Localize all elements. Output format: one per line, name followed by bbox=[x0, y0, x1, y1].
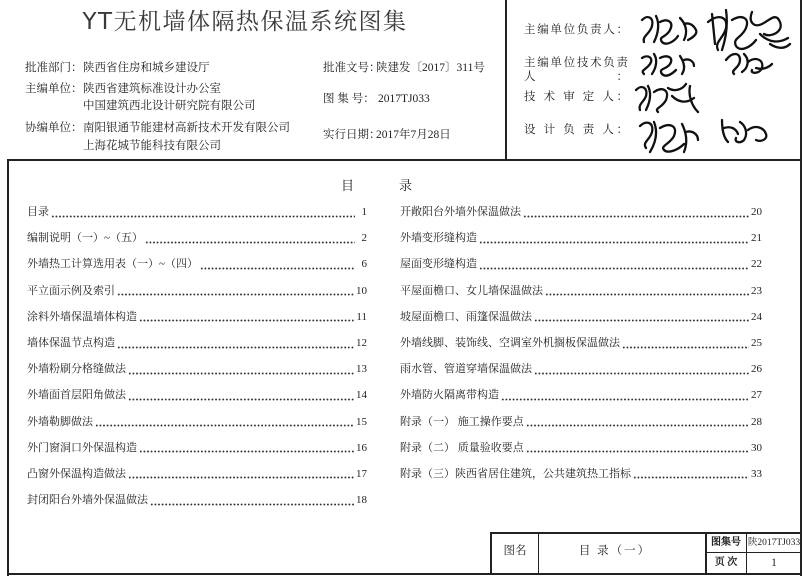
toc-entry-title: 外墙防火隔离带构造 bbox=[400, 389, 499, 402]
toc-entry-page: 25 bbox=[751, 337, 762, 350]
signature-mark bbox=[722, 120, 766, 142]
signatory-chief-label: 主编单位负责人： bbox=[524, 24, 628, 36]
toc-entry-page: 17 bbox=[356, 467, 367, 480]
dot-leader bbox=[128, 398, 354, 401]
dot-leader bbox=[501, 398, 749, 401]
toc-entry-title: 坡屋面檐口、雨篷保温做法 bbox=[400, 310, 532, 323]
toc-entry-page: 15 bbox=[356, 415, 367, 428]
toc-entry bbox=[400, 251, 762, 277]
toc-entry-page: 24 bbox=[751, 310, 762, 323]
toc-entry-title: 墙体保温节点构造 bbox=[27, 337, 115, 350]
atlas-title: YT无机墙体隔热保温系统图集 bbox=[82, 9, 408, 35]
toc-entry-title: 涂料外墙保温墙体构造 bbox=[27, 310, 137, 323]
signature-mark bbox=[642, 54, 694, 76]
dot-leader bbox=[633, 476, 749, 479]
signature-mark bbox=[642, 16, 696, 44]
atlas-no-cell-value: 陕2017TJ033 bbox=[747, 538, 801, 548]
dot-leader bbox=[200, 267, 355, 270]
toc-entry-title: 外墙勒脚做法 bbox=[27, 415, 93, 428]
toc-entry-page: 13 bbox=[356, 363, 367, 376]
toc-entry bbox=[27, 356, 367, 382]
toc-entry-title: 外墙粉刷分格缝做法 bbox=[27, 363, 126, 376]
dot-leader bbox=[145, 241, 355, 244]
toc-entry-page: 6 bbox=[361, 258, 367, 271]
chief-editor-value-1: 陕西省建筑标准设计办公室 bbox=[83, 83, 221, 95]
co-editor-value-2: 上海花城节能科技有限公司 bbox=[83, 140, 221, 152]
dot-leader bbox=[150, 503, 354, 506]
toc-entry-page: 16 bbox=[356, 441, 367, 454]
toc-entry-title: 附录（三）陕西省居住建筑，公共建筑热工指标 bbox=[400, 467, 631, 480]
drawing-name-label: 图名 bbox=[503, 545, 527, 557]
toc-title: 目录 bbox=[341, 178, 458, 193]
atlas-no-cell-label: 图集号 bbox=[711, 537, 741, 548]
toc-entry bbox=[400, 304, 762, 330]
dot-leader bbox=[534, 372, 749, 375]
dot-leader bbox=[128, 372, 354, 375]
atlas-no-value: 2017TJ033 bbox=[378, 93, 430, 105]
dot-leader bbox=[479, 267, 749, 270]
dot-leader bbox=[545, 293, 749, 296]
toc-entry-page: 2 bbox=[361, 232, 367, 245]
toc-entry-title: 编制说明（一）~（五） bbox=[27, 232, 143, 245]
toc-entry-page: 23 bbox=[751, 284, 762, 297]
toc-entry-title: 外墙线脚、装饰线、空调室外机搁板保温做法 bbox=[400, 337, 620, 350]
toc-entry-page: 12 bbox=[356, 337, 367, 350]
toc-entry-page: 1 bbox=[361, 206, 367, 219]
page-no-label: 页 次 bbox=[714, 557, 738, 568]
toc-left-column bbox=[27, 199, 367, 513]
dot-leader bbox=[139, 319, 354, 322]
effective-date-label: 实行日期： bbox=[323, 129, 381, 141]
signatory-review-label: 技 术 审 定 人： bbox=[524, 91, 628, 103]
frame-left bbox=[7, 159, 9, 576]
signature-mark bbox=[726, 54, 772, 74]
dot-leader bbox=[479, 241, 749, 244]
atlas-no-label: 图 集 号： bbox=[323, 93, 375, 105]
signatory-tech-label: 主编单位技术负责人： bbox=[524, 57, 628, 83]
toc-entry-page: 26 bbox=[751, 363, 762, 376]
approval-no-label: 批准文号： bbox=[323, 62, 381, 74]
dot-leader bbox=[117, 293, 354, 296]
toc-entry-page: 11 bbox=[356, 310, 367, 323]
toc-entry bbox=[27, 251, 367, 277]
toc-entry-page: 22 bbox=[751, 258, 762, 271]
co-editor-label: 协编单位： bbox=[25, 122, 83, 134]
dot-leader bbox=[526, 450, 749, 453]
dot-leader bbox=[534, 319, 749, 322]
toc-entry-page: 28 bbox=[751, 415, 762, 428]
toc-entry-title: 外墙热工计算选用表（一）~（四） bbox=[27, 258, 198, 271]
toc-right-column bbox=[400, 199, 762, 487]
toc-entry-title: 平屋面檐口、女儿墙保温做法 bbox=[400, 284, 543, 297]
drawing-name-value: 目 录（一） bbox=[578, 545, 652, 557]
toc-entry-page: 21 bbox=[751, 232, 762, 245]
toc-entry bbox=[27, 225, 367, 251]
toc-entry-page: 10 bbox=[356, 284, 367, 297]
page-no-value: 1 bbox=[771, 557, 777, 569]
dot-leader bbox=[139, 450, 354, 453]
toc-entry-page: 20 bbox=[751, 206, 762, 219]
toc-entry bbox=[400, 199, 762, 225]
toc-entry bbox=[400, 382, 762, 408]
frame-bottom bbox=[7, 573, 802, 575]
dot-leader bbox=[128, 476, 354, 479]
co-editor-value-1: 南阳银通节能建材高新技术开发有限公司 bbox=[83, 122, 290, 134]
toc-entry bbox=[27, 435, 367, 461]
toc-entry-title: 凸窗外保温构造做法 bbox=[27, 467, 126, 480]
toc-entry bbox=[27, 199, 367, 225]
toc-entry-title: 屋面变形缝构造 bbox=[400, 258, 477, 271]
dot-leader bbox=[622, 346, 749, 349]
signature-mark bbox=[708, 10, 790, 50]
toc-entry-title: 附录（一） 施工操作要点 bbox=[400, 415, 524, 428]
frame-right bbox=[800, 0, 802, 576]
dot-leader bbox=[95, 424, 354, 427]
dot-leader bbox=[523, 215, 749, 218]
toc-entry-page: 33 bbox=[751, 467, 762, 480]
signature-mark bbox=[636, 84, 698, 112]
chief-editor-value-2: 中国建筑西北设计研究院有限公司 bbox=[83, 100, 256, 112]
toc-entry-title: 平立面示例及索引 bbox=[27, 284, 115, 297]
title-block-mid-rule bbox=[705, 552, 802, 553]
toc-entry-page: 18 bbox=[356, 494, 367, 507]
toc-entry-title: 附录（二） 质量验收要点 bbox=[400, 441, 524, 454]
toc-entry-title: 开敞阳台外墙外保温做法 bbox=[400, 206, 521, 219]
dot-leader bbox=[526, 424, 749, 427]
dot-leader bbox=[117, 346, 354, 349]
toc-entry-title: 目录 bbox=[27, 206, 49, 219]
dot-leader bbox=[51, 215, 355, 218]
toc-entry-page: 27 bbox=[751, 389, 762, 402]
toc-entry-title: 外墙面首层阳角做法 bbox=[27, 389, 126, 402]
toc-entry-page: 30 bbox=[751, 441, 762, 454]
header-divider bbox=[505, 0, 507, 160]
signature-mark bbox=[640, 122, 698, 152]
toc-entry-title: 外门窗洞口外保温构造 bbox=[27, 441, 137, 454]
toc-entry bbox=[27, 304, 367, 330]
toc-entry bbox=[400, 330, 762, 356]
toc-entry bbox=[400, 409, 762, 435]
toc-entry bbox=[27, 382, 367, 408]
toc-entry bbox=[27, 461, 367, 487]
toc-entry-page: 14 bbox=[356, 389, 367, 402]
toc-entry-title: 封闭阳台外墙外保温做法 bbox=[27, 494, 148, 507]
signatory-design-label: 设 计 负 责 人： bbox=[524, 124, 628, 136]
toc-entry-title: 外墙变形缝构造 bbox=[400, 232, 477, 245]
toc-entry bbox=[400, 278, 762, 304]
header-bottom-rule bbox=[7, 159, 802, 161]
approval-dept-value: 陕西省住房和城乡建设厅 bbox=[83, 62, 210, 74]
title-block-top-rule bbox=[490, 532, 802, 534]
toc-entry bbox=[27, 487, 367, 513]
toc-entry bbox=[400, 435, 762, 461]
effective-date-value: 2017年7月28日 bbox=[376, 129, 451, 141]
title-block-divider bbox=[538, 532, 539, 574]
toc-entry-title: 雨水管、管道穿墙保温做法 bbox=[400, 363, 532, 376]
chief-editor-label: 主编单位： bbox=[25, 83, 83, 95]
approval-no-value: 陕建发〔2017〕311号 bbox=[376, 62, 485, 74]
toc-entry bbox=[400, 225, 762, 251]
toc-entry bbox=[27, 409, 367, 435]
toc-entry bbox=[400, 461, 762, 487]
toc-entry bbox=[27, 330, 367, 356]
toc-entry bbox=[400, 356, 762, 382]
approval-dept-label: 批准部门： bbox=[25, 62, 83, 74]
toc-entry bbox=[27, 278, 367, 304]
